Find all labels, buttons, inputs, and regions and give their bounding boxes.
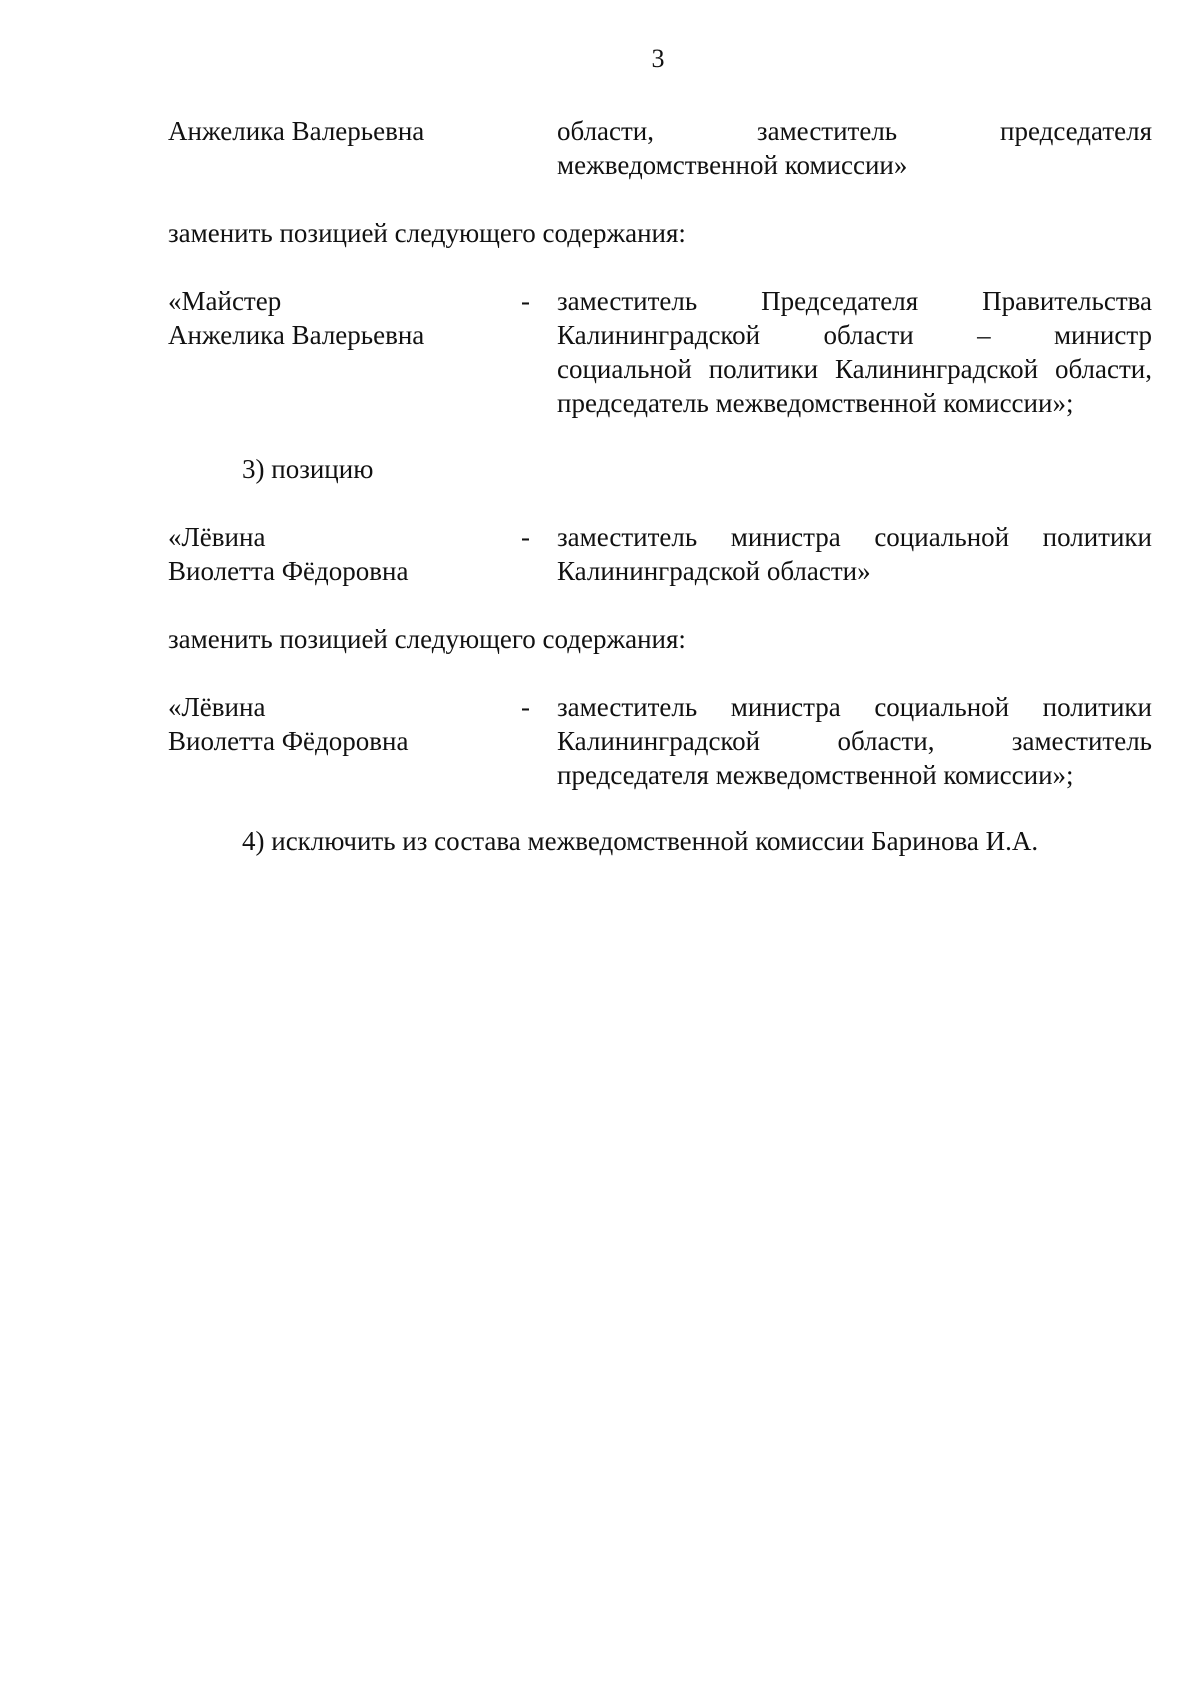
member-position: заместитель Председателя Правительства Калининградской области – министр социальной политики Калининградской области, председатель межведомственной комиссии»; [557,286,1152,418]
item-3-heading: 3) позицию [242,454,374,484]
member-name: «Майстер Анжелика Валерьевна [168,286,425,350]
commission-entry-maister [168,284,1152,420]
page-number: 3 [651,44,665,73]
member-position: заместитель министра социальной политики Калининградской области» [557,522,1152,586]
item-4-exclusion: 4) исключить из состава межведомственной комиссии Баринова И.А. [242,826,1039,856]
entry-dash: - [521,522,530,552]
commission-entry-levina-old [168,520,1152,588]
member-name: «Лёвина Виолетта Фёдоровна [168,692,409,756]
entry-dash: - [521,286,530,316]
replace-instruction: заменить позицией следующего содержания: [168,218,686,248]
member-position: области, заместитель председателя межведомственной комиссии» [557,116,1152,180]
commission-entry-levina-new [168,690,1152,792]
entry-dash: - [521,692,530,722]
member-position: заместитель министра социальной политики Калининградской области, заместитель председателя межведомственной комиссии»; [557,692,1152,790]
replace-instruction: заменить позицией следующего содержания: [168,624,686,654]
member-name: Анжелика Валерьевна [168,116,425,146]
document-body [168,114,1152,858]
member-name: «Лёвина Виолетта Фёдоровна [168,522,409,586]
commission-entry-continued [168,114,1152,182]
